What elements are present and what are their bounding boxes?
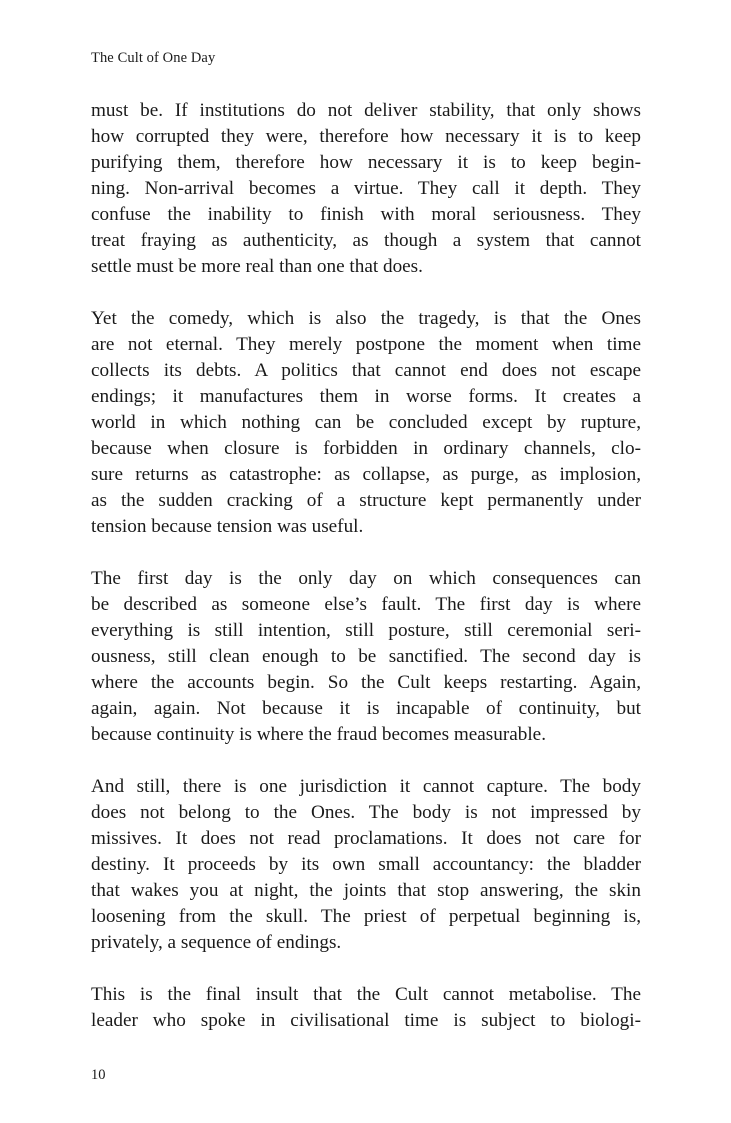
text-line: ning. Non-arrival becomes a virtue. They call it depth. They — [91, 178, 641, 199]
text-line: world in which nothing can be concluded except by rupture, — [91, 412, 641, 433]
paragraph — [91, 98, 641, 280]
text-line: The first day is the only day on which consequences can — [91, 568, 641, 589]
page-number: 10 — [91, 1067, 106, 1083]
text-line: treat fraying as authenticity, as though a system that cannot — [91, 230, 641, 251]
text-line: leader who spoke in civilisational time is subject to biologi- — [91, 1010, 641, 1031]
text-line: tension because tension was useful. — [91, 516, 364, 537]
text-line: because continuity is where the fraud becomes measurable. — [91, 724, 546, 745]
text-line: as the sudden cracking of a structure kept permanently under — [91, 490, 641, 511]
text-line: sure returns as catastrophe: as collapse, as purge, as implosion, — [91, 464, 641, 485]
paragraph — [91, 306, 641, 540]
text-line: ousness, still clean enough to be sanctified. The second day is — [91, 646, 641, 667]
text-line: loosening from the skull. The priest of perpetual beginning is, — [91, 906, 641, 927]
text-line: destiny. It proceeds by its own small accountancy: the bladder — [91, 854, 641, 875]
text-line: be described as someone else’s fault. The first day is where — [91, 594, 641, 615]
text-line: And still, there is one jurisdiction it cannot capture. The body — [91, 776, 641, 797]
text-line: does not belong to the Ones. The body is not impressed by — [91, 802, 641, 823]
text-line: endings; it manufactures them in worse forms. It creates a — [91, 386, 641, 407]
text-line: how corrupted they were, therefore how necessary it is to keep — [91, 126, 641, 147]
text-line: Yet the comedy, which is also the tragedy, is that the Ones — [91, 308, 641, 329]
text-line: where the accounts begin. So the Cult keeps restarting. Again, — [91, 672, 641, 693]
text-line: confuse the inability to finish with moral seriousness. They — [91, 204, 641, 225]
running-head: The Cult of One Day — [91, 50, 216, 66]
text-line: because when closure is forbidden in ordinary channels, clo- — [91, 438, 641, 459]
text-line: must be. If institutions do not deliver stability, that only shows — [91, 100, 641, 121]
paragraph — [91, 982, 641, 1034]
text-line: purifying them, therefore how necessary it is to keep begin- — [91, 152, 641, 173]
text-line: This is the final insult that the Cult cannot metabolise. The — [91, 984, 641, 1005]
paragraph — [91, 566, 641, 748]
text-line: again, again. Not because it is incapable of continuity, but — [91, 698, 641, 719]
text-line: that wakes you at night, the joints that stop answering, the skin — [91, 880, 641, 901]
paragraph — [91, 774, 641, 956]
text-line: privately, a sequence of endings. — [91, 932, 342, 953]
text-line: settle must be more real than one that does. — [91, 256, 423, 277]
text-line: are not eternal. They merely postpone the moment when time — [91, 334, 641, 355]
text-line: collects its debts. A politics that cannot end does not escape — [91, 360, 641, 381]
body-text — [91, 98, 641, 1060]
text-line: missives. It does not read proclamations. It does not care for — [91, 828, 641, 849]
text-line: everything is still intention, still posture, still ceremonial seri- — [91, 620, 641, 641]
